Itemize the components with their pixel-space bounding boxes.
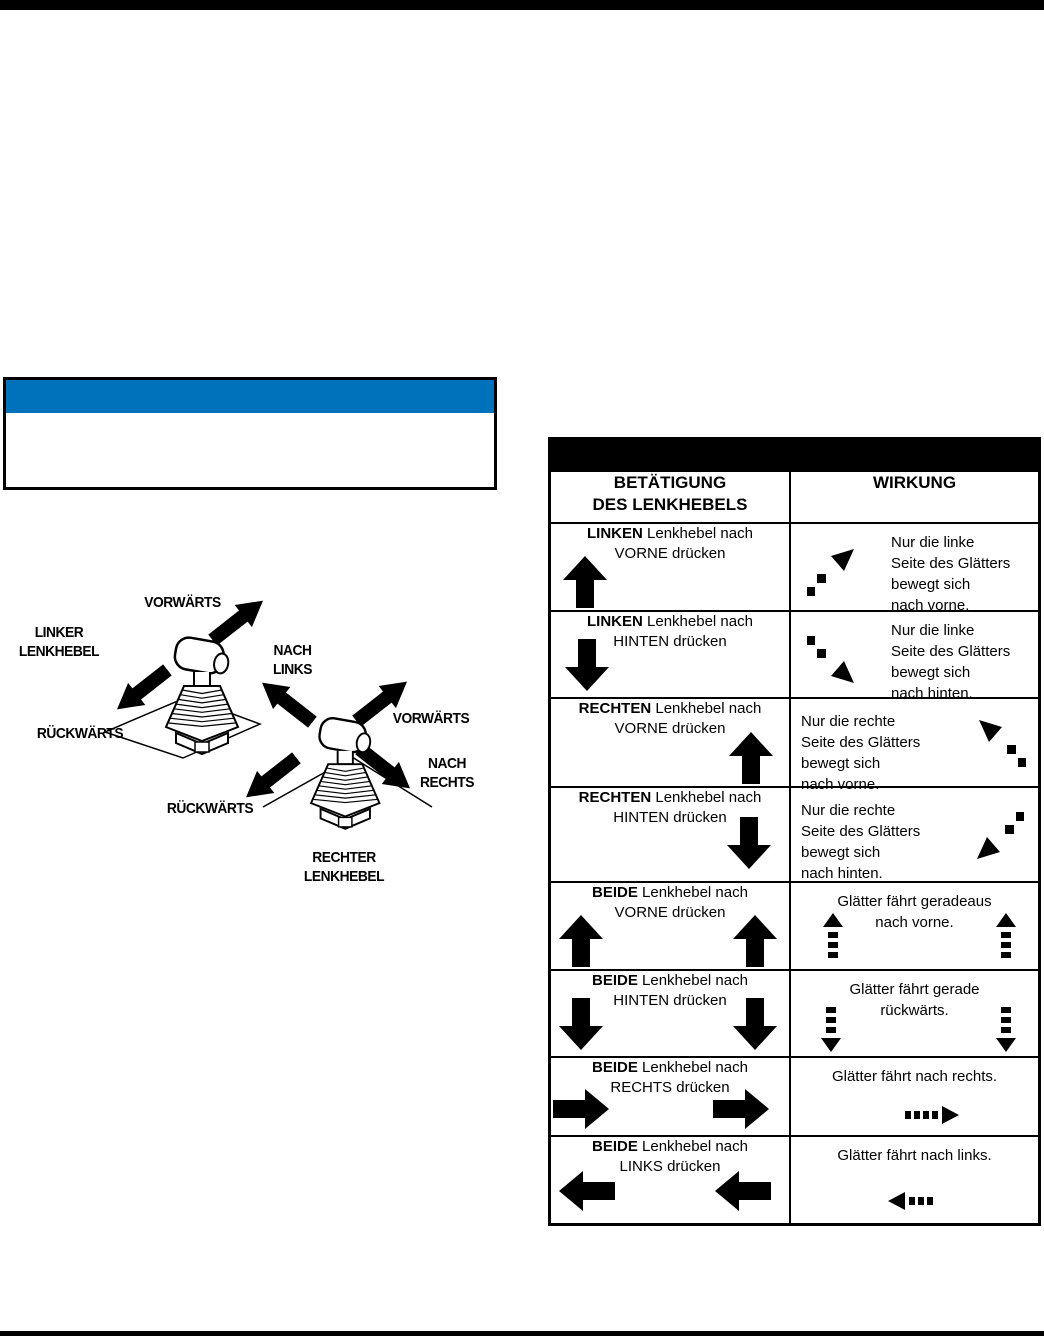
dashed-down-left-arrow-icon [976,810,1026,860]
effect-cell: Nur die rechte Seite des Glätters bewegt sich nach vorne. [790,698,1040,787]
table-row [550,611,1040,698]
table-black-title-bar [550,439,1040,472]
solid-left-arrow-icon [715,1171,771,1211]
dashed-up-arrow-icon [823,913,843,965]
right-joystick-icon [311,716,379,829]
dashed-left-arrow-icon [886,1191,944,1211]
dashed-up-right-arrow-icon [805,548,855,598]
table-row [550,523,1040,611]
page-top-bar [0,0,1044,10]
table-row [550,698,1040,787]
action-cell: LINKEN Lenkhebel nach HINTEN drücken [550,611,790,698]
solid-up-arrow-icon [729,732,773,784]
column-header-betaetigung: BETÄTIGUNG DES LENKHEBELS [550,471,790,523]
action-cell: LINKEN Lenkhebel nach VORNE drücken [550,523,790,611]
dashed-down-arrow-icon [821,1000,841,1052]
action-cell: BEIDE Lenkhebel nach LINKS drücken [550,1136,790,1224]
dashed-down-arrow-icon [996,1000,1016,1052]
steering-table [548,437,1041,1226]
action-cell: RECHTEN Lenkhebel nach HINTEN drücken [550,787,790,882]
action-cell: RECHTEN Lenkhebel nach VORNE drücken [550,698,790,787]
column-header-wirkung: WIRKUNG [790,471,1040,523]
arrow-nach-links-icon [253,672,321,733]
effect-cell: Glätter fährt nach rechts. [790,1057,1040,1136]
notice-box [3,377,497,490]
label-rueckwaerts-left: RÜCKWÄRTS [36,725,124,742]
label-nach-rechts: NACH RECHTS [420,755,474,791]
notice-box-header-bar [6,380,494,413]
action-cell: BEIDE Lenkhebel nach HINTEN drücken [550,970,790,1057]
solid-up-arrow-icon [559,915,603,967]
label-rechter-lenkhebel: RECHTER LENKHEBEL [303,849,385,885]
label-linker-lenkhebel: LINKER LENKHEBEL [18,624,100,660]
effect-cell: Nur die linke Seite des Glätters bewegt sich nach hinten. [790,611,1040,698]
joystick-diagram [15,585,495,905]
action-cell: BEIDE Lenkhebel nach VORNE drücken [550,882,790,970]
left-joystick-icon [166,636,238,754]
label-vorwaerts-right: VORWÄRTS [392,710,470,727]
solid-left-arrow-icon [559,1171,615,1211]
label-vorwaerts-top: VORWÄRTS [144,594,221,611]
effect-cell: Glätter fährt geradeaus nach vorne. [790,882,1040,970]
solid-down-arrow-icon [565,639,609,691]
effect-cell: Glätter fährt nach links. [790,1136,1040,1224]
table-row [550,970,1040,1057]
action-cell: BEIDE Lenkhebel nach RECHTS drücken [550,1057,790,1136]
solid-right-arrow-icon [713,1089,769,1129]
solid-down-arrow-icon [559,998,603,1050]
page-bottom-rule [0,1331,1044,1336]
label-nach-links: NACH LINKS [272,642,313,678]
solid-up-arrow-icon [733,915,777,967]
dashed-up-arrow-icon [996,913,1016,965]
solid-down-arrow-icon [727,817,771,869]
dashed-right-arrow-icon [903,1105,961,1125]
solid-right-arrow-icon [553,1089,609,1129]
arrow-rueckwaerts-left-joystick-icon [108,659,176,720]
dashed-up-left-arrow-icon [978,719,1028,769]
effect-cell: Nur die rechte Seite des Glätters bewegt sich nach hinten. [790,787,1040,882]
effect-cell: Nur die linke Seite des Glätters bewegt sich nach vorne. [790,523,1040,611]
effect-cell: Glätter fährt gerade rückwärts. [790,970,1040,1057]
solid-up-arrow-icon [563,556,607,608]
label-rueckwaerts-bottom: RÜCKWÄRTS [166,800,254,817]
table-row [550,882,1040,970]
table-row [550,1136,1040,1224]
table-row [550,1057,1040,1136]
table-row [550,787,1040,882]
solid-down-arrow-icon [733,998,777,1050]
dashed-down-right-arrow-icon [805,634,855,684]
